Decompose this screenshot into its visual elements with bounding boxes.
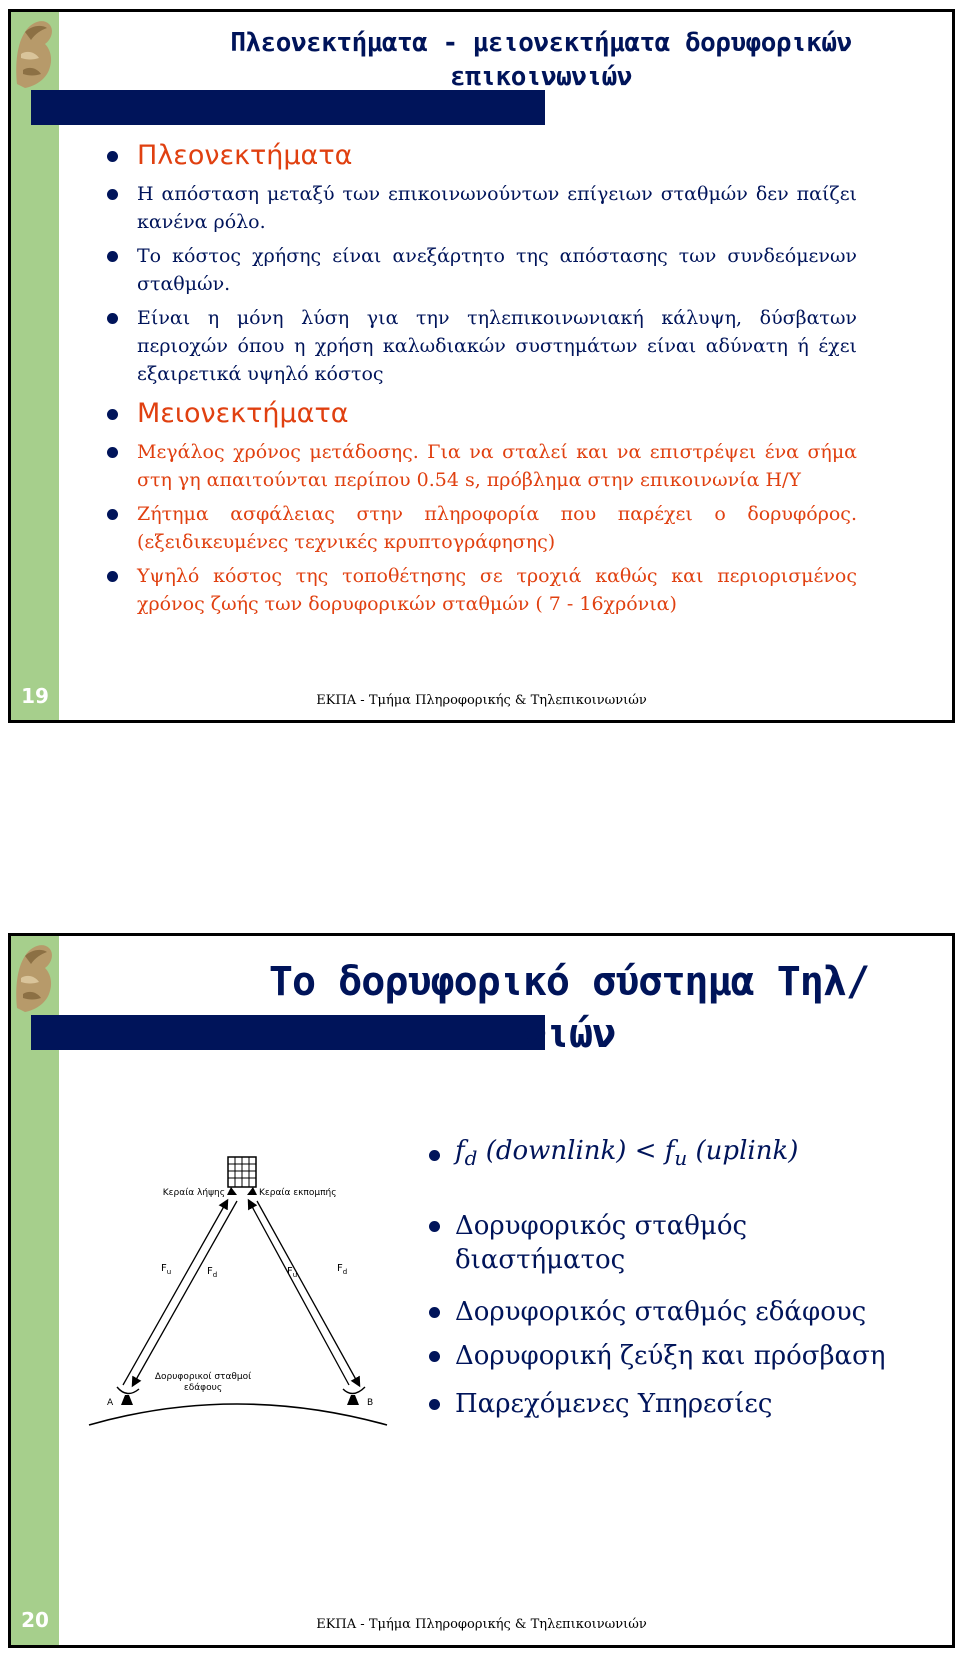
- rx-antenna-label: Κεραία λήψης: [162, 1188, 225, 1198]
- advantage-text: Η απόσταση μεταξύ των επικοινωνούντων επίγειων σταθμών δεν παίζει κανένα ρόλο.: [137, 183, 857, 233]
- bullet-list: [455, 1134, 925, 1421]
- list-item: [137, 136, 857, 180]
- slide-19: [8, 9, 955, 723]
- fu-symbol: f: [664, 1136, 675, 1166]
- fd-label-left: $F_d$: [207, 1266, 218, 1279]
- list-item: [455, 1295, 925, 1329]
- list-item: [137, 242, 857, 298]
- tx-antenna-label: Κεραία εκπομπής: [259, 1188, 337, 1198]
- list-item: [455, 1134, 925, 1175]
- bullet-text: Δορυφορική ζεύξη και πρόσβαση: [455, 1341, 886, 1372]
- less-than-sign: <: [634, 1136, 665, 1166]
- slide-title: Πλεονεκτήματα - μειονεκτήματα δορυφορικών επικοινωνιών: [230, 28, 852, 92]
- slide-title: Το δορυφορικό σύστημα Τηλ/νιών: [268, 959, 870, 1057]
- advantages-heading: Πλεονεκτήματα: [137, 140, 353, 171]
- bullet-icon: [107, 313, 118, 324]
- bullet-icon: [107, 189, 118, 200]
- ground-stations-label-line2: εδάφους: [183, 1383, 223, 1393]
- earth-surface: [89, 1404, 387, 1425]
- list-item: [137, 562, 857, 618]
- bullet-icon: [429, 1351, 440, 1362]
- bullet-icon: [107, 409, 118, 420]
- fu-label-left: $F_u$: [161, 1263, 172, 1276]
- fd-label-right: $F_d$: [337, 1263, 348, 1276]
- dish-antenna-b-icon: [343, 1387, 365, 1405]
- title-underline-bar: [31, 90, 545, 125]
- fd-subscript: d: [464, 1146, 478, 1171]
- advantage-text: Το κόστος χρήσης είναι ανεξάρτητο της απόστασης των συνδεόμενων σταθμών.: [137, 245, 857, 295]
- list-item: [137, 500, 857, 556]
- bullet-icon: [107, 251, 118, 262]
- list-item: [137, 304, 857, 388]
- list-item: [137, 394, 857, 438]
- satellite-icon: [227, 1157, 257, 1195]
- disadvantages-heading: Μειονεκτήματα: [137, 398, 349, 429]
- list-item: [137, 180, 857, 236]
- uplink-text: (uplink): [687, 1136, 799, 1166]
- slide-footer: ΕΚΠΑ - Τμήμα Πληροφορικής & Τηλεπικοινωνιών: [316, 1617, 647, 1632]
- bullet-list: [137, 136, 857, 624]
- station-b-label: B: [367, 1398, 374, 1408]
- bullet-icon: [107, 571, 118, 582]
- slide-footer: ΕΚΠΑ - Τμήμα Πληροφορικής & Τηλεπικοινωνιών: [316, 693, 647, 708]
- list-item: [455, 1209, 925, 1277]
- satellite-link-diagram: [81, 1153, 391, 1435]
- slide-number: 20: [21, 1608, 49, 1632]
- disadvantage-text: Ζήτημα ασφάλειας στην πληροφορία που παρέχει ο δορυφόρος. (εξειδικευμένες τεχνικές κρυπτογράφησης): [137, 503, 857, 553]
- athena-emblem-icon: [11, 14, 59, 94]
- bullet-icon: [107, 151, 118, 162]
- list-item: [455, 1339, 925, 1373]
- bullet-icon: [429, 1307, 440, 1318]
- slide-20: [8, 933, 955, 1648]
- bullet-icon: [429, 1221, 440, 1232]
- fu-subscript: u: [674, 1146, 688, 1171]
- bullet-icon: [107, 509, 118, 520]
- station-a-label: A: [107, 1398, 114, 1408]
- fu-label-right: $F_u$: [287, 1266, 298, 1279]
- disadvantage-text: Υψηλό κόστος της τοποθέτησης σε τροχιά καθώς και περιορισμένος χρόνος ζωής των δορυφορικών σταθμών ( 7 - 16χρόνια): [137, 565, 857, 615]
- downlink-text: (downlink): [477, 1136, 635, 1166]
- slide-number: 19: [21, 684, 49, 708]
- bullet-icon: [107, 447, 118, 458]
- fd-symbol: f: [455, 1136, 465, 1166]
- bullet-text: Παρεχόμενες Υπηρεσίες: [455, 1389, 773, 1420]
- dish-antenna-a-icon: [117, 1387, 139, 1405]
- bullet-icon: [429, 1399, 440, 1410]
- advantage-text: Είναι η μόνη λύση για την τηλεπικοινωνιακή κάλυψη, δύσβατων περιοχών όπου η χρήση καλωδιακών συστημάτων είναι αδύνατη ή έχει εξαιρετικά υψηλό κόστος: [137, 307, 857, 385]
- list-item: [455, 1387, 925, 1421]
- disadvantage-text: Μεγάλος χρόνος μετάδοσης. Για να σταλεί και να επιστρέψει ένα σήμα στη γη απαιτούνται περίπου 0.54 s, πρόβλημα στην επικοινωνία Η/Υ: [137, 441, 857, 491]
- bullet-text: Δορυφορικός σταθμός διαστήματος: [455, 1211, 748, 1276]
- bullet-text: Δορυφορικός σταθμός εδάφους: [455, 1297, 867, 1328]
- list-item: [137, 438, 857, 494]
- ground-stations-label-line1: Δορυφορικοί σταθμοί: [154, 1372, 252, 1382]
- bullet-icon: [429, 1150, 440, 1161]
- athena-emblem-icon: [11, 938, 59, 1018]
